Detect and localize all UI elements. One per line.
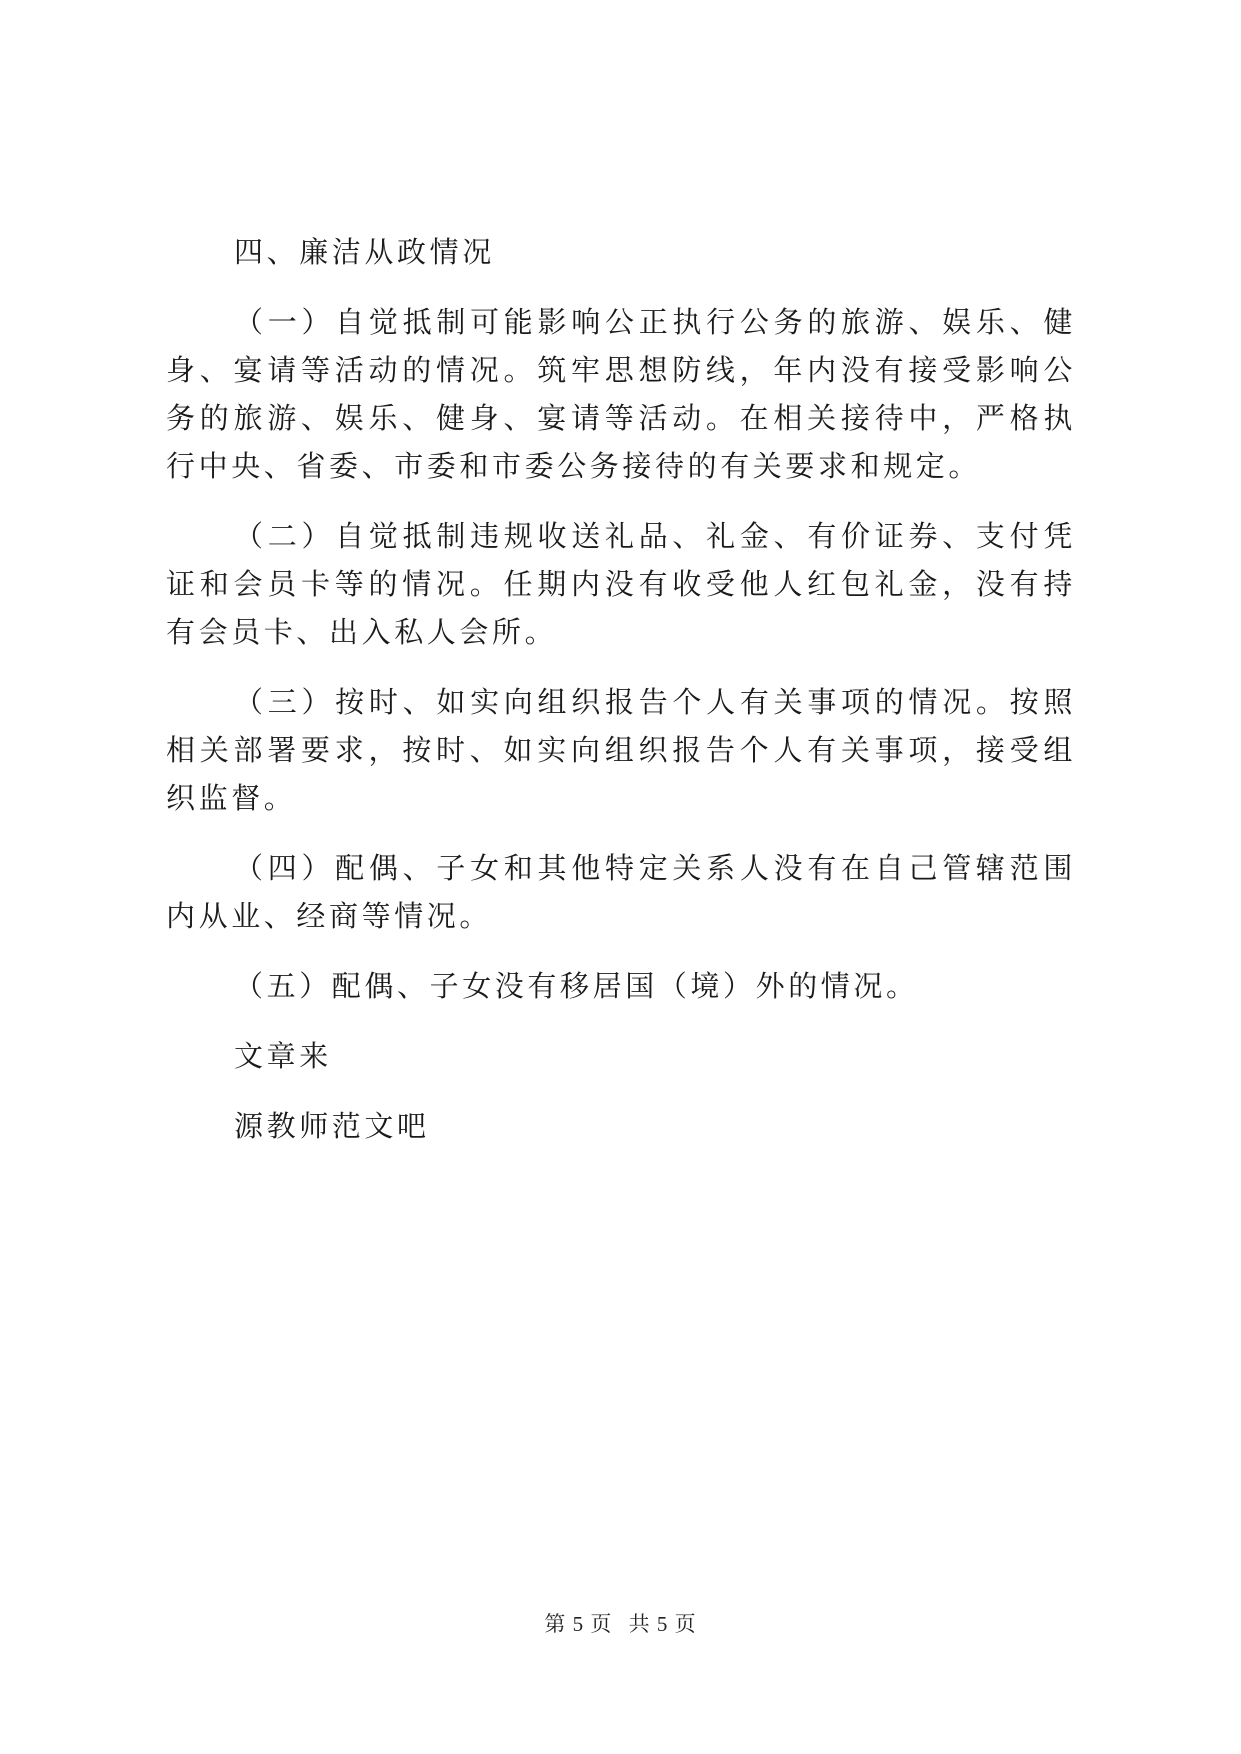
page-number: 第 5 页 [544, 1612, 613, 1636]
page-footer [0, 1608, 1241, 1638]
document-body [166, 228, 1076, 1172]
paragraph-2: （二）自觉抵制违规收送礼品、礼金、有价证券、支付凭证和会员卡等的情况。任期内没有收受他人红包礼金，没有持有会员卡、出入私人会所。 [166, 519, 1076, 649]
page-total: 共 5 页 [628, 1612, 697, 1636]
paragraph-1: （一）自觉抵制可能影响公正执行公务的旅游、娱乐、健身、宴请等活动的情况。筑牢思想防线，年内没有接受影响公务的旅游、娱乐、健身、宴请等活动。在相关接待中，严格执行中央、省委、市委和市委公务接待的有关要求和规定。 [166, 305, 1076, 483]
source-line-1: 文章来 [234, 1039, 332, 1073]
paragraph-3: （三）按时、如实向组织报告个人有关事项的情况。按照相关部署要求，按时、如实向组织报告个人有关事项，接受组织监督。 [166, 685, 1076, 815]
source-line-2: 源教师范文吧 [234, 1109, 430, 1143]
paragraph-5: （五）配偶、子女没有移居国（境）外的情况。 [234, 969, 919, 1003]
section-heading: 四、廉洁从政情况 [234, 235, 495, 269]
paragraph-4: （四）配偶、子女和其他特定关系人没有在自己管辖范围内从业、经商等情况。 [166, 851, 1076, 933]
